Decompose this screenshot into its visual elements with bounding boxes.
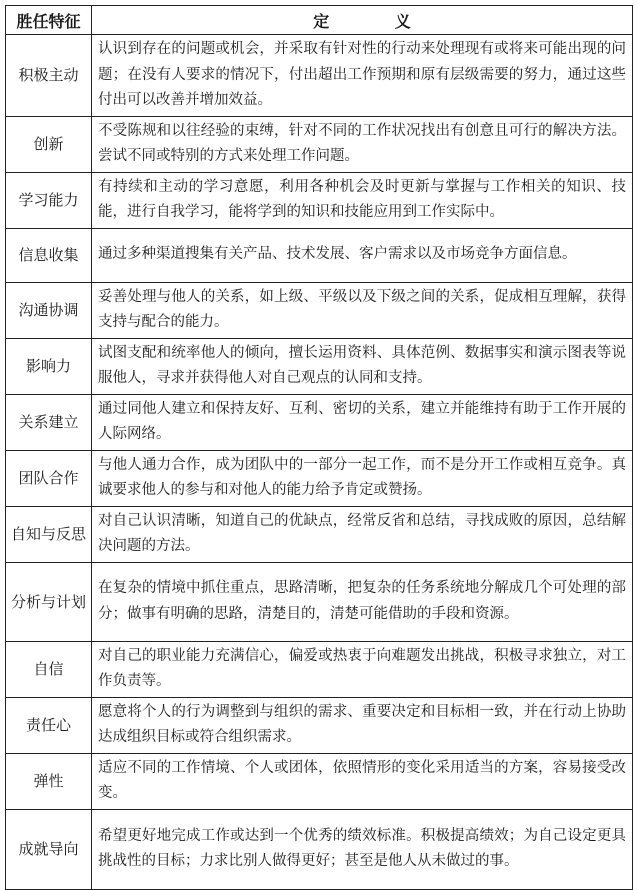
table-row: [6, 506, 633, 562]
definition-cell: 通过同他人建立和保持友好、互利、密切的关系，建立并能维持有助于工作开展的人际网络。: [92, 394, 633, 450]
table-row: [6, 641, 633, 697]
trait-cell: 成就导向: [6, 809, 92, 889]
table-row: [6, 228, 633, 282]
table-row: [6, 394, 633, 450]
table-row: [6, 562, 633, 641]
trait-cell: 弹性: [6, 753, 92, 809]
trait-cell: 自信: [6, 641, 92, 697]
trait-cell: 责任心: [6, 697, 92, 753]
table-row: [6, 35, 633, 117]
competency-table-container: [5, 5, 632, 890]
trait-cell: 沟通协调: [6, 282, 92, 338]
header-trait: 胜任特征: [6, 6, 92, 35]
definition-cell: 认识到存在的问题或机会，并采取有针对性的行动来处理现有或将来可能出现的问题；在没有人要求的情况下，付出超出工作预期和原有层级需要的努力，通过这些付出可以改善并增加效益。: [92, 35, 633, 117]
table-row: [6, 116, 633, 172]
definition-cell: 对自己认识清晰，知道自己的优缺点，经常反省和总结，寻找成败的原因，总结解决问题的方法。: [92, 506, 633, 562]
definition-cell: 适应不同的工作情境、个人或团体，依照情形的变化采用适当的方案，容易接受改变。: [92, 753, 633, 809]
trait-cell: 积极主动: [6, 35, 92, 117]
table-row: [6, 338, 633, 394]
definition-cell: 希望更好地完成工作或达到一个优秀的绩效标准。积极提高绩效；为自己设定更具挑战性的目标；力求比别人做得更好；甚至是他人从未做过的事。: [92, 809, 633, 889]
trait-cell: 信息收集: [6, 228, 92, 282]
definition-cell: 与他人通力合作，成为团队中的一部分一起工作，而不是分开工作或相互竞争。真诚要求他人的参与和对他人的能力给予肯定或赞扬。: [92, 450, 633, 506]
table-header-row: [6, 6, 633, 35]
trait-cell: 团队合作: [6, 450, 92, 506]
definition-cell: 妥善处理与他人的关系，如上级、平级以及下级之间的关系，促成相互理解，获得支持与配合的能力。: [92, 282, 633, 338]
definition-cell: 试图支配和统率他人的倾向，擅长运用资料、具体范例、数据事实和演示图表等说服他人，寻求并获得他人对自己观点的认同和支持。: [92, 338, 633, 394]
trait-cell: 自知与反思: [6, 506, 92, 562]
table-row: [6, 172, 633, 228]
table-row: [6, 809, 633, 889]
definition-cell: 不受陈规和以往经验的束缚，针对不同的工作状况找出有创意且可行的解决方法。尝试不同或特别的方式来处理工作问题。: [92, 116, 633, 172]
competency-table: [5, 5, 633, 890]
table-row: [6, 282, 633, 338]
header-definition: 定 义: [92, 6, 633, 35]
definition-cell: 对自己的职业能力充满信心，偏爱或热衷于向难题发出挑战，积极寻求独立，对工作负责等。: [92, 641, 633, 697]
table-row: [6, 697, 633, 753]
trait-cell: 关系建立: [6, 394, 92, 450]
trait-cell: 影响力: [6, 338, 92, 394]
trait-cell: 分析与计划: [6, 562, 92, 641]
definition-cell: 愿意将个人的行为调整到与组织的需求、重要决定和目标相一致，并在行动上协助达成组织目标或符合组织需求。: [92, 697, 633, 753]
definition-cell: 通过多种渠道搜集有关产品、技术发展、客户需求以及市场竞争方面信息。: [92, 228, 633, 282]
definition-cell: 有持续和主动的学习意愿，利用各种机会及时更新与掌握与工作相关的知识、技能，进行自我学习，能将学到的知识和技能应用到工作实际中。: [92, 172, 633, 228]
table-row: [6, 753, 633, 809]
definition-cell: 在复杂的情境中抓住重点，思路清晰，把复杂的任务系统地分解成几个可处理的部分；做事有明确的思路，清楚目的，清楚可能借助的手段和资源。: [92, 562, 633, 641]
trait-cell: 学习能力: [6, 172, 92, 228]
trait-cell: 创新: [6, 116, 92, 172]
table-row: [6, 450, 633, 506]
